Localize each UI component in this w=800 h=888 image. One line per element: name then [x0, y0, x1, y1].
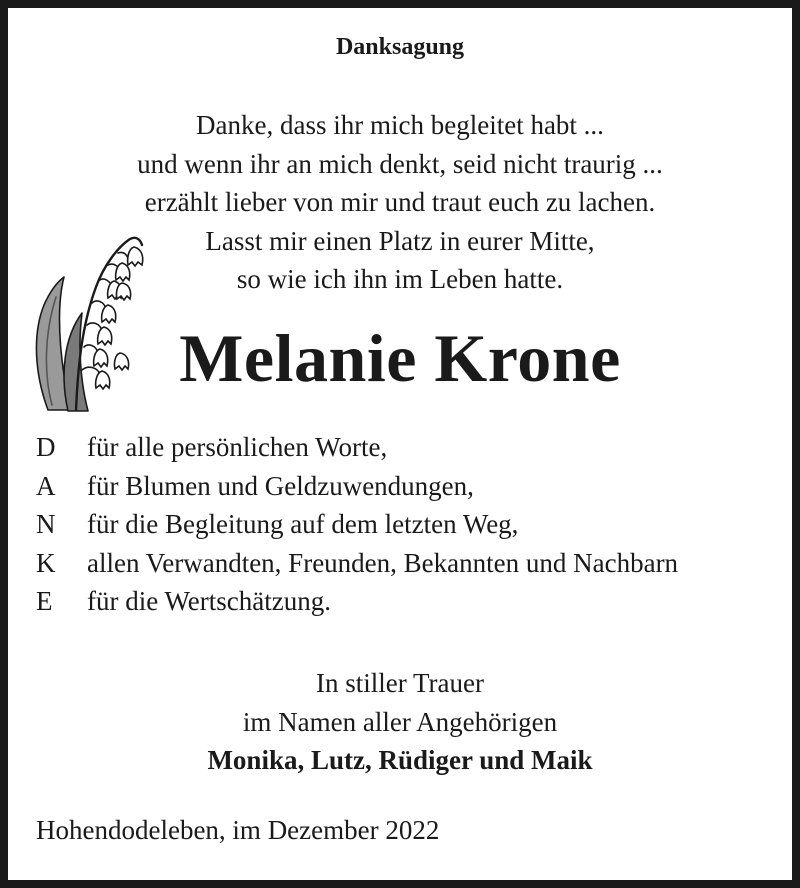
poem-line: Danke, dass ihr mich begleitet habt ...: [196, 110, 604, 140]
mourning-block: [0, 664, 800, 780]
place-date: Hohendodeleben, im Dezember 2022: [36, 815, 440, 845]
danke-letter: K: [36, 547, 56, 578]
danke-letter: A: [36, 470, 56, 501]
poem-line: erzählt lieber von mir und traut euch zu lachen.: [144, 187, 656, 217]
notice-heading: Danksagung: [335, 34, 465, 60]
poem-line: Lasst mir einen Platz in eurer Mitte,: [205, 225, 595, 256]
danke-text: für alle persönlichen Worte,: [87, 432, 388, 462]
danke-text: für die Wertschätzung.: [87, 586, 331, 616]
danke-text: für die Begleitung auf dem letzten Weg,: [87, 509, 519, 539]
mourner-names: Monika, Lutz, Rüdiger und Maik: [207, 745, 593, 775]
deceased-name: Melanie Krone: [179, 320, 621, 396]
danke-text: für Blumen und Geldzuwendungen,: [87, 470, 474, 501]
danke-text: allen Verwandten, Freunden, Bekannten und Nachbarn: [87, 547, 679, 578]
danke-letter: N: [36, 509, 56, 539]
mourning-line: im Namen aller Angehörigen: [242, 706, 558, 737]
danke-letter: D: [36, 432, 56, 462]
poem-line: so wie ich ihn im Leben hatte.: [236, 264, 564, 294]
mourning-line: In stiller Trauer: [316, 668, 484, 698]
danke-letter: E: [36, 586, 53, 616]
poem-line: und wenn ihr an mich denkt, seid nicht traurig ...: [137, 148, 663, 179]
